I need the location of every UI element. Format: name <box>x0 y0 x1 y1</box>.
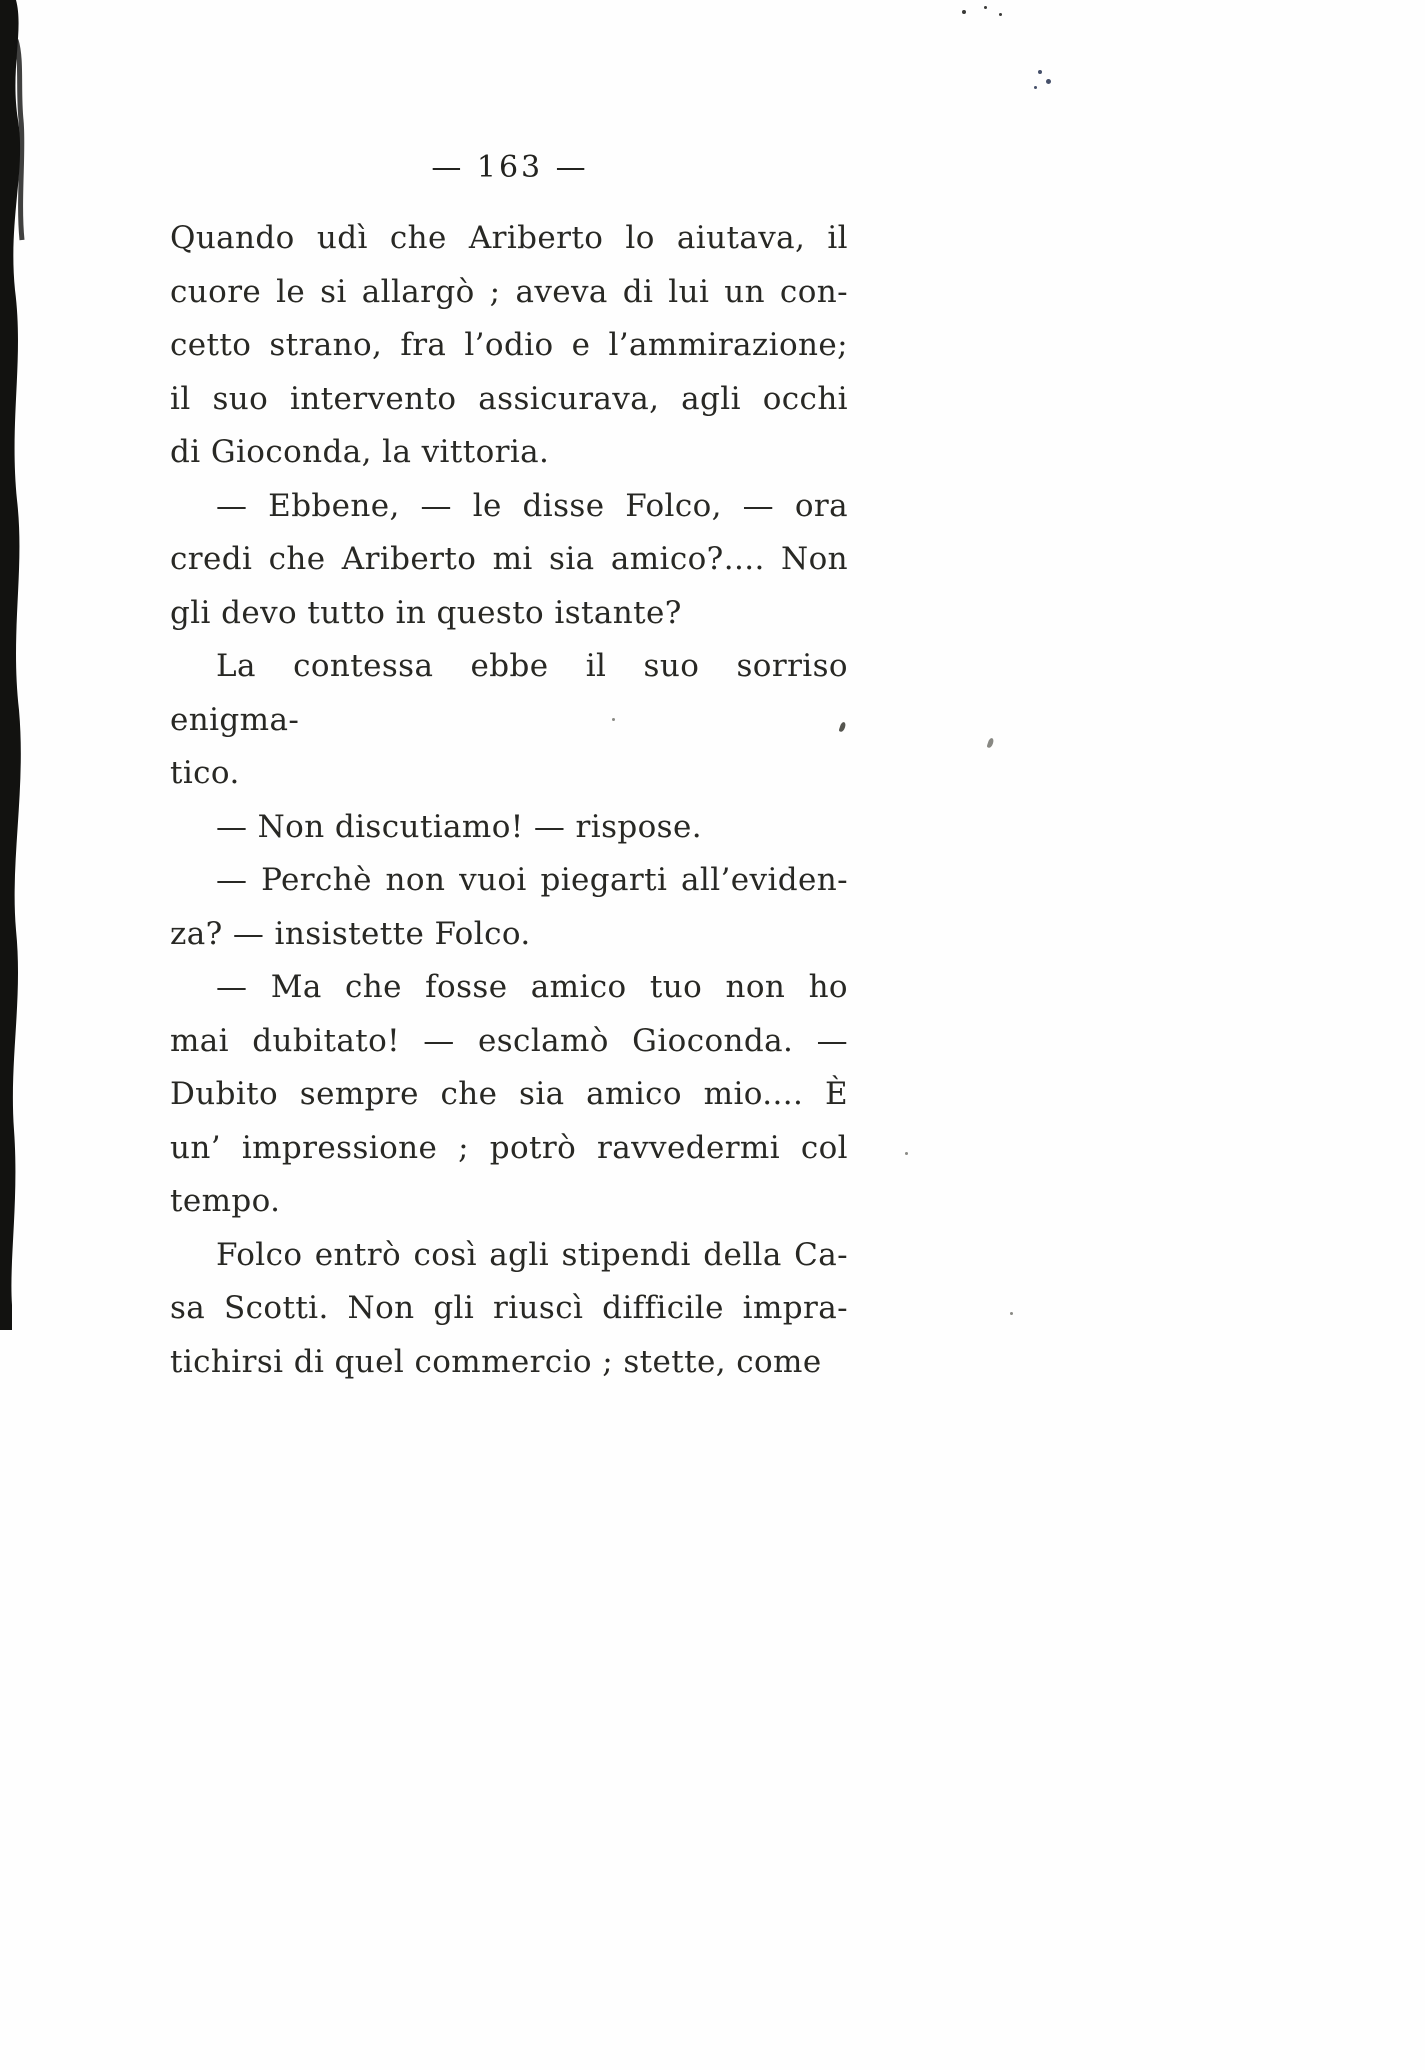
text-line: mai dubitato! — esclamò Gioconda. — <box>170 1022 848 1059</box>
text-line: La contessa ebbe il suo sorriso enigma- <box>170 648 848 738</box>
text-line: tempo. <box>170 1183 281 1219</box>
text-block <box>170 212 848 1389</box>
paragraph <box>170 212 848 480</box>
text-line: Folco entrò così agli stipendi della Ca- <box>216 1236 848 1273</box>
text-line: — Perchè non vuoi piegarti all’eviden- <box>216 862 848 898</box>
text-line: za? — insistette Folco. <box>170 915 531 952</box>
text-line: gli devo tutto in questo istante? <box>170 594 682 631</box>
text-line: — Ebbene, — le disse Folco, — ora <box>216 487 848 524</box>
text-line: tico. <box>170 755 240 791</box>
text-line: — Ma che fosse amico tuo non ho <box>216 969 848 1005</box>
scan-speck <box>962 10 966 14</box>
scan-artifact-left-band <box>0 0 34 1330</box>
text-line: sa Scotti. Non gli riuscì difficile impra- <box>170 1290 848 1326</box>
text-line: di Gioconda, la vittoria. <box>170 434 550 470</box>
paragraph <box>170 854 848 961</box>
text-line: — Non discutiamo! — rispose. <box>216 808 702 845</box>
text-line: Dubito sempre che sia amico mio.... È <box>170 1076 848 1112</box>
text-line: cuore le si allargò ; aveva di lui un con- <box>170 273 848 310</box>
paragraph <box>170 640 848 801</box>
scan-speck <box>1046 79 1051 84</box>
scan-speck <box>984 6 987 9</box>
text-line: cetto strano, fra l’odio e l’ammirazione; <box>170 327 848 363</box>
scan-speck <box>1034 86 1037 89</box>
scan-speck <box>987 737 995 748</box>
scan-speck <box>905 1152 908 1155</box>
text-line: tichirsi di quel commercio ; stette, come <box>170 1343 822 1380</box>
scan-speck <box>1038 70 1042 74</box>
text-line: credi che Ariberto mi sia amico?.... Non <box>170 541 848 577</box>
paragraph <box>170 480 848 641</box>
paragraph <box>170 1229 848 1390</box>
text-line: il suo intervento assicurava, agli occhi <box>170 380 848 417</box>
page-number: — 163 — <box>431 150 589 185</box>
paragraph <box>170 801 848 855</box>
text-line: Quando udì che Ariberto lo aiutava, il <box>170 220 848 256</box>
scan-speck <box>999 13 1002 16</box>
paragraph <box>170 961 848 1229</box>
scan-speck <box>1010 1312 1013 1315</box>
text-line: un’ impressione ; potrò ravvedermi col <box>170 1129 848 1166</box>
